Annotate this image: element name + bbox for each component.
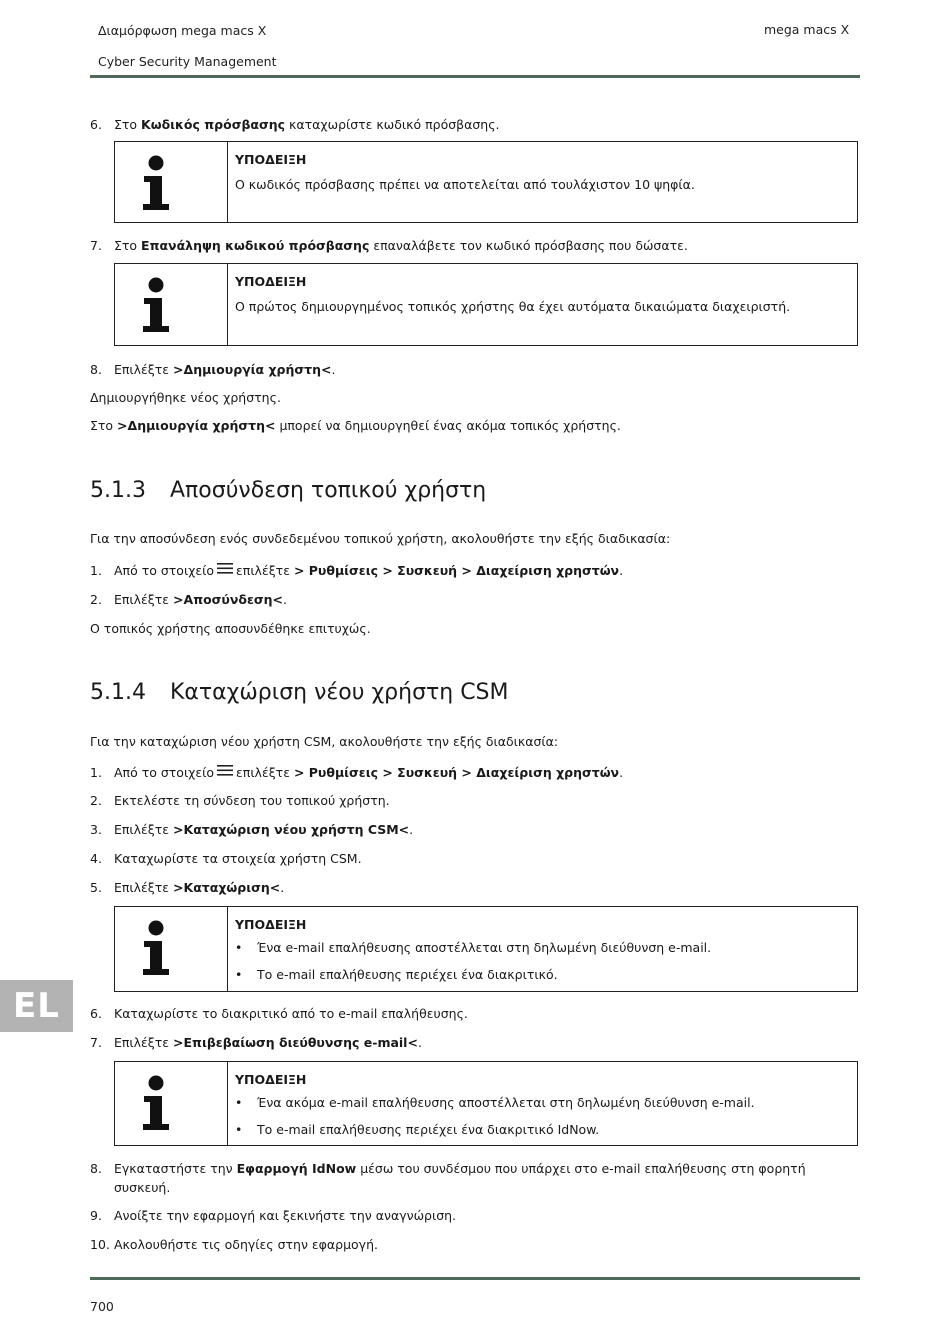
header-rule bbox=[90, 75, 860, 78]
step-1-menu: 1. Από το στοιχείο επιλέξτε > Ρυθμίσεις > Συσκευή > Διαχείριση χρηστών. bbox=[90, 765, 624, 780]
step-6-password: 6. Στο Κωδικός πρόσβασης καταχωρίστε κωδικό πρόσβασης. bbox=[90, 117, 500, 132]
step-8-create-user: 8. Επιλέξτε >Δημιουργία χρήστη<. bbox=[90, 362, 336, 377]
step-8-continuation: συσκευή. bbox=[114, 1180, 171, 1195]
section-intro: Για την καταχώριση νέου χρήστη CSM, ακολουθήστε την εξής διαδικασία: bbox=[90, 734, 559, 749]
menu-icon bbox=[217, 563, 233, 574]
note-text: Ο κωδικός πρόσβασης πρέπει να αποτελείται από τουλάχιστον 10 ψηφία. bbox=[235, 177, 695, 192]
language-tab: EL bbox=[0, 980, 73, 1032]
result-text: Στο >Δημιουργία χρήστη< μπορεί να δημιουργηθεί ένας ακόμα τοπικός χρήστης. bbox=[90, 418, 621, 433]
step-2-logout: 2. Επιλέξτε >Αποσύνδεση<. bbox=[90, 592, 287, 607]
note-box bbox=[114, 263, 858, 346]
result-text: Ο τοπικός χρήστης αποσυνδέθηκε επιτυχώς. bbox=[90, 621, 371, 636]
step-6-enter-token: 6. Καταχωρίστε το διακριτικό από το e-mail επαλήθευσης. bbox=[90, 1006, 468, 1021]
step-7-confirm-email: 7. Επιλέξτε >Επιβεβαίωση διεύθυνσης e-mail<. bbox=[90, 1035, 422, 1050]
header-subtitle: Cyber Security Management bbox=[98, 54, 277, 69]
note-box bbox=[114, 1061, 858, 1146]
note-title: ΥΠΟΔΕΙΞΗ bbox=[235, 1072, 307, 1087]
section-intro: Για την αποσύνδεση ενός συνδεδεμένου τοπικού χρήστη, ακολουθήστε την εξής διαδικασία: bbox=[90, 531, 671, 546]
step-2-login: 2. Εκτελέστε τη σύνδεση του τοπικού χρήστη. bbox=[90, 793, 390, 808]
section-heading-5-1-3: 5.1.3 Αποσύνδεση τοπικού χρήστη bbox=[90, 478, 487, 503]
info-icon bbox=[139, 154, 175, 212]
info-icon bbox=[139, 276, 175, 334]
step-9-open-app: 9. Ανοίξτε την εφαρμογή και ξεκινήστε την αναγνώριση. bbox=[90, 1208, 457, 1223]
footer-rule bbox=[90, 1277, 860, 1280]
step-4-enter-details: 4. Καταχωρίστε τα στοιχεία χρήστη CSM. bbox=[90, 851, 362, 866]
info-icon bbox=[139, 1074, 175, 1132]
note-text: Ο πρώτος δημιουργημένος τοπικός χρήστης θα έχει αυτόματα δικαιώματα διαχειριστή. bbox=[235, 299, 791, 314]
step-7-repeat-password: 7. Στο Επανάληψη κωδικού πρόσβασης επαναλάβετε τον κωδικό πρόσβασης που δώσατε. bbox=[90, 238, 688, 253]
note-bullet: • Το e-mail επαλήθευσης περιέχει ένα διακριτικό. bbox=[235, 967, 558, 982]
result-text: Δημιουργήθηκε νέος χρήστης. bbox=[90, 390, 281, 405]
step-5-register: 5. Επιλέξτε >Καταχώριση<. bbox=[90, 880, 285, 895]
note-title: ΥΠΟΔΕΙΞΗ bbox=[235, 274, 307, 289]
step-10-follow-instructions: 10. Ακολουθήστε τις οδηγίες στην εφαρμογή. bbox=[90, 1237, 378, 1252]
section-heading-5-1-4: 5.1.4 Καταχώριση νέου χρήστη CSM bbox=[90, 680, 509, 705]
note-box bbox=[114, 141, 858, 223]
step-1-menu: 1. Από το στοιχείο επιλέξτε > Ρυθμίσεις > Συσκευή > Διαχείριση χρηστών. bbox=[90, 563, 624, 578]
step-8-install-app: 8. Εγκαταστήστε την Εφαρμογή IdNow μέσω του συνδέσμου που υπάρχει στο e-mail επαλήθευσης στη φορητή bbox=[90, 1161, 806, 1176]
step-3-register-csm: 3. Επιλέξτε >Καταχώριση νέου χρήστη CSM<. bbox=[90, 822, 414, 837]
menu-icon bbox=[217, 765, 233, 776]
note-box bbox=[114, 906, 858, 992]
note-title: ΥΠΟΔΕΙΞΗ bbox=[235, 152, 307, 167]
note-bullet: • Το e-mail επαλήθευσης περιέχει ένα διακριτικό IdNow. bbox=[235, 1122, 600, 1137]
note-bullet: • Ένα ακόμα e-mail επαλήθευσης αποστέλλεται στη δηλωμένη διεύθυνση e-mail. bbox=[235, 1095, 755, 1110]
header-product: mega macs X bbox=[764, 22, 850, 37]
info-icon bbox=[139, 919, 175, 977]
note-title: ΥΠΟΔΕΙΞΗ bbox=[235, 917, 307, 932]
note-bullet: • Ένα e-mail επαλήθευσης αποστέλλεται στη δηλωμένη διεύθυνση e-mail. bbox=[235, 940, 712, 955]
header-title: Διαμόρφωση mega macs X bbox=[98, 23, 267, 38]
page-number: 700 bbox=[90, 1299, 114, 1314]
